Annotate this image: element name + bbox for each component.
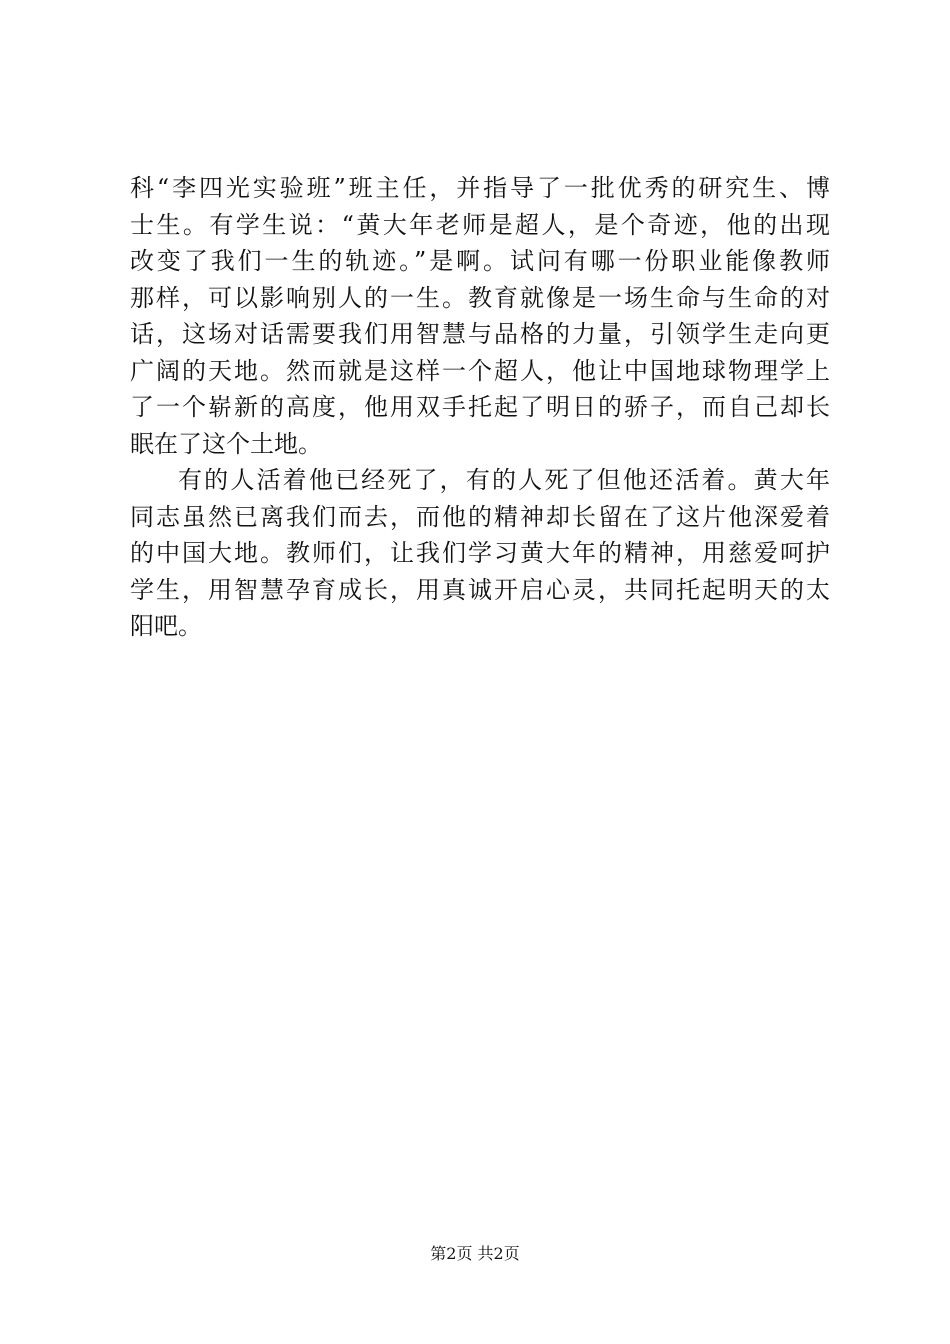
text-line: 广阔的天地。然而就是这样一个超人，他让中国地球物理学上 (130, 356, 830, 385)
text-line: 士生。有学生说：“黄大年老师是超人，是个奇迹，他的出现 (130, 210, 830, 239)
text-line: 那样，可以影响别人的一生。教育就像是一场生命与生命的对 (130, 283, 830, 312)
text-line: 改变了我们一生的轨迹。”是啊。试问有哪一份职业能像教师 (130, 247, 830, 275)
text-line: 话，这场对话需要我们用智慧与品格的力量，引领学生走向更 (130, 320, 830, 348)
text-line: 眠在了这个土地。 (130, 429, 322, 458)
text-line: 科“李四光实验班”班主任，并指导了一批优秀的研究生、博 (130, 174, 830, 202)
text-line: 了一个崭新的高度，他用双手托起了明日的骄子，而自己却长 (130, 393, 830, 421)
page-number-label: 第2页 共2页 (430, 1244, 520, 1263)
page-footer (0, 1242, 950, 1266)
text-line: 学生，用智慧孕育成长，用真诚开启心灵，共同托起明天的太 (130, 575, 830, 604)
text-line: 阳吧。 (130, 612, 202, 640)
paragraph-2 (130, 462, 830, 645)
text-line: 的中国大地。教师们，让我们学习黄大年的精神，用慈爱呵护 (130, 539, 830, 567)
document-body (130, 170, 830, 645)
paragraph-1 (130, 170, 830, 462)
text-line: 有的人活着他已经死了，有的人死了但他还活着。黄大年 (178, 466, 830, 494)
text-line: 同志虽然已离我们而去，而他的精神却长留在了这片他深爱着 (130, 502, 830, 531)
